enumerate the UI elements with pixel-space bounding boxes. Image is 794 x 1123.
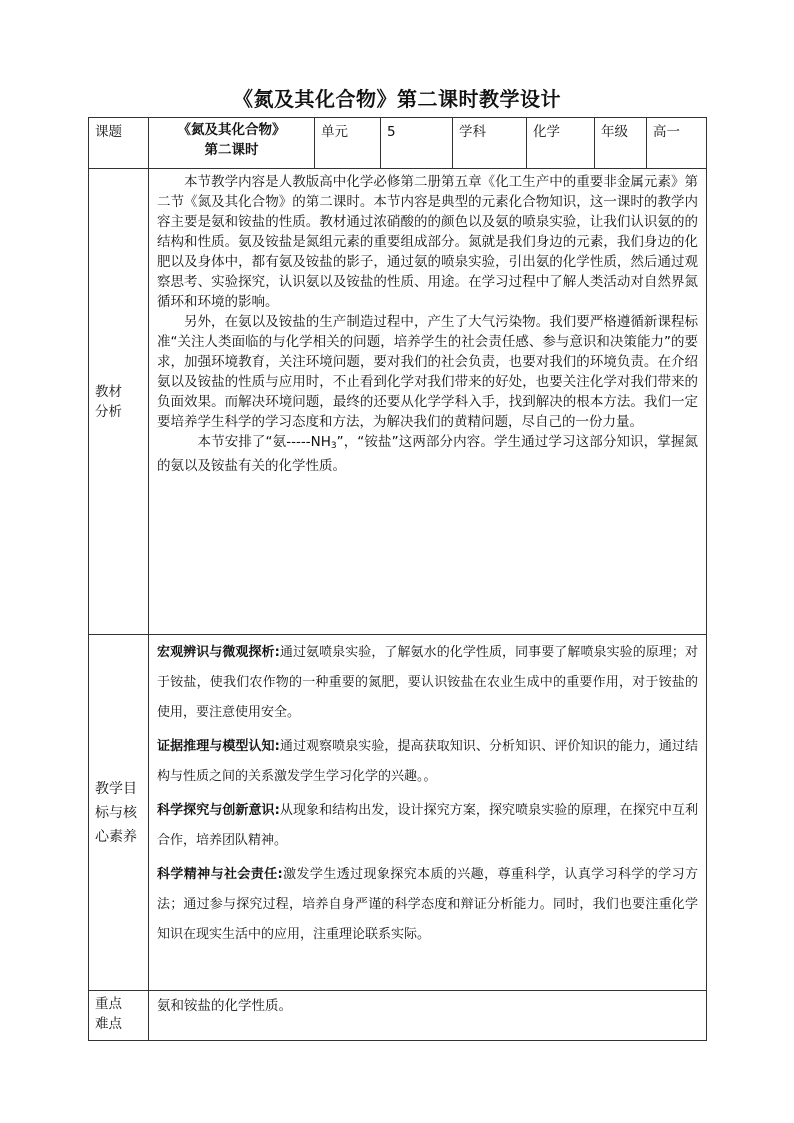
header-row [89,118,707,169]
textbook-analysis-row [89,169,707,635]
topic-value-cell [149,118,315,169]
goal-text: 激发学生透过现象探究本质的兴趣，尊重科学，认真学习科学的学习方法；通过参与探究过程，培养自身严谨的科学态度和辩证分析能力。同时，我们也要注重化学知识在现实生活中的应用，注重理论联系实际。 [157,867,698,942]
subject-label-cell [453,118,527,169]
analysis-paragraph-3 [157,432,698,476]
key-points-label-line2: 难点 [95,1016,122,1032]
goal-item [157,638,698,728]
key-points-text: 氨和铵盐的化学性质。 [157,998,292,1014]
goals-label-line3: 心素养 [95,828,137,845]
goal-text: 通过观察喷泉实验，提高获取知识、分析知识、评价知识的能力，通过结构与性质之间的关系激发学生学习化学的兴趣。。 [157,739,698,784]
goal-text: 通过氨喷泉实验，了解氨水的化学性质，同事要了解喷泉实验的原理；对于铵盐，使我们农作物的一种重要的氮肥，要认识铵盐在农业生成中的重要作用，对于铵盐的使用，要注意使用安全。 [157,645,698,720]
analysis-paragraph-2: 另外，在氨以及铵盐的生产制造过程中，产生了大气污染物。我们要严格遵循新课程标准“关注人类面临的与化学相关的问题，培养学生的社会责任感、参与意识和决策能力”的要求，加强环境教育，关注环境问题，要对我们的社会负责，也要对我们的环境负责。在介绍氨以及铵盐的性质与应用时，不止看到化学对我们带来的好处，也要关注化学对我们带来的负面效果。而解决环境问题，最终的还要从化学学科入手，找到解决的根本方法。我们一定要培养学生科学的学习态度和方法，为解决我们的黄精问题，尽自己的一份力量。 [157,314,698,430]
goal-item [157,732,698,792]
grade-value: 高一 [653,124,680,140]
key-points-content [149,991,707,1041]
unit-value-cell [381,118,453,169]
key-points-row [89,991,707,1041]
goals-label-line2: 标与核 [95,804,137,821]
goal-item [157,860,698,950]
goal-heading: 宏观辨识与微观探析: [157,645,280,660]
subject-label: 学科 [459,124,486,140]
goal-heading: 科学探究与创新意识: [157,803,280,818]
unit-value: 5 [387,124,396,140]
unit-label-cell [315,118,381,169]
textbook-analysis-label-line1: 教材 [95,383,122,400]
goals-label-line1: 教学目 [95,780,137,797]
grade-label-cell [595,118,647,169]
analysis-paragraph-3-post: ”，“铵盐”这两部分内容。学生通过学习这部分知识，掌握氮的氨以及铵盐有关的化学性质。 [157,434,698,474]
document-title: 《氮及其化合物》第二课时教学设计 [233,87,561,111]
textbook-analysis-content [149,169,707,635]
subject-value: 化学 [533,124,560,140]
goal-text: 从现象和结构出发，设计探究方案，探究喷泉实验的原理，在探究中互利合作，培养团队精神。 [157,803,698,848]
analysis-paragraph-3-subscript: 3 [330,441,337,451]
goal-item [157,796,698,856]
goals-row [89,635,707,991]
topic-label-cell [89,118,149,169]
unit-label: 单元 [321,124,348,140]
goals-content [149,635,707,991]
subject-value-cell [527,118,595,169]
grade-label: 年级 [601,124,628,140]
analysis-paragraph-3-pre: 本节安排了“氨-----NH [197,434,331,450]
key-points-label [89,991,149,1041]
topic-value-line2: 第二课时 [204,142,259,158]
analysis-paragraph-1: 本节教学内容是人教版高中化学必修第二册第五章《化工生产中的重要非金属元素》第二节《氮及其化合物》的第二课时。本节内容是典型的元素化合物知识，这一课时的教学内容主要是氨和铵盐的性质。教材通过浓硝酸的的颜色以及氨的喷泉实验，让我们认识氨的的结构和性质。氨及铵盐是氮组元素的重要组成部分。氮就是我们身边的元素，我们身边的化肥以及身体中，都有氨及铵盐的影子，通过氨的喷泉实验，引出氨的化学性质，然后通过观察思考、实验探究，认识氨以及铵盐的性质、用途。在学习过程中了解人类活动对自然界氮循环和环境的影响。 [157,174,698,310]
key-points-label-line1: 重点 [95,996,122,1012]
goal-heading: 科学精神与社会责任: [157,867,283,882]
lesson-plan-table [88,117,707,1041]
textbook-analysis-label-line2: 分析 [95,403,122,420]
textbook-analysis-label [89,169,149,635]
goal-heading: 证据推理与模型认知: [157,739,280,754]
topic-value-line1: 《氮及其化合物》 [177,122,286,138]
goals-label [89,635,149,991]
topic-label: 课题 [95,124,122,140]
grade-value-cell [647,118,707,169]
